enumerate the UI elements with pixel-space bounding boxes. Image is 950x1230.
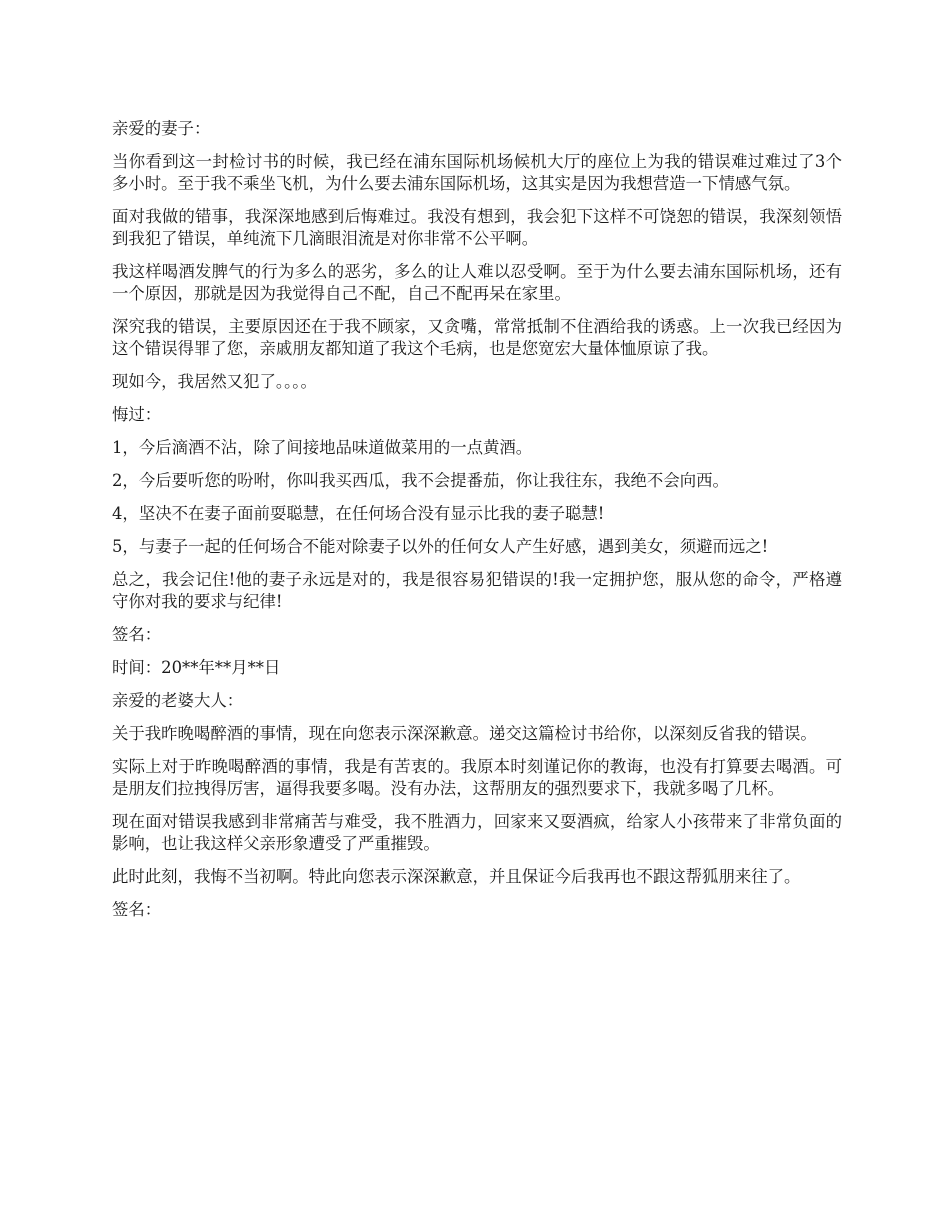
paragraph: 深究我的错误，主要原因还在于我不顾家，又贪嘴，常常抵制不住酒给我的诱惑。上一次我已经因为这个错误得罪了您，亲戚朋友都知道了我这个毛病，也是您宽宏大量体恤原谅了我。	[112, 317, 842, 358]
list-item: 2，今后要听您的吩咐，你叫我买西瓜，我不会提番茄，你让我往东，我绝不会向西。	[112, 471, 729, 490]
paragraph: 现如今，我居然又犯了。。。。	[112, 372, 317, 391]
paragraph: 我这样喝酒发脾气的行为多么的恶劣，多么的让人难以忍受啊。至于为什么要去浦东国际机场，还有一个原因，那就是因为我觉得自己不配，自己不配再呆在家里。	[112, 262, 842, 303]
signature-line: 签名：	[112, 900, 162, 919]
repent-heading: 悔过：	[112, 405, 162, 424]
list-item: 4，坚决不在妻子面前耍聪慧，在任何场合没有显示比我的妻子聪慧!	[112, 504, 605, 523]
paragraph: 关于我昨晚喝醉酒的事情，现在向您表示深深歉意。递交这篇检讨书给你，以深刻反省我的错误。	[112, 724, 817, 743]
document-page	[112, 118, 842, 932]
list-item: 1，今后滴酒不沾，除了间接地品味道做菜用的一点黄酒。	[112, 438, 533, 457]
paragraph: 当你看到这一封检讨书的时候，我已经在浦东国际机场候机大厅的座位上为我的错误难过难过了3个多小时。至于我不乘坐飞机，为什么要去浦东国际机场，这其实是因为我想营造一下情感气氛。	[112, 152, 842, 193]
list-item: 5，与妻子一起的任何场合不能对除妻子以外的任何女人产生好感，遇到美女，须避而远之!	[112, 537, 769, 556]
time-line: 时间：20**年**月**日	[112, 658, 281, 677]
paragraph: 此时此刻，我悔不当初啊。特此向您表示深深歉意，并且保证今后我再也不跟这帮狐朋来往了。	[112, 867, 801, 886]
paragraph: 实际上对于昨晚喝醉酒的事情，我是有苦衷的。我原本时刻谨记你的教诲，也没有打算要去喝酒。可是朋友们拉拽得厉害，逼得我要多喝。没有办法，这帮朋友的强烈要求下，我就多喝了几杯。	[112, 757, 842, 798]
paragraph: 现在面对错误我感到非常痛苦与难受，我不胜酒力，回家来又耍酒疯，给家人小孩带来了非常负面的影响，也让我这样父亲形象遭受了严重摧毁。	[112, 812, 842, 853]
signature-line: 签名：	[112, 625, 162, 644]
conclusion-paragraph: 总之，我会记住!他的妻子永远是对的，我是很容易犯错误的!我一定拥护您，服从您的命令，严格遵守你对我的要求与纪律!	[112, 570, 842, 611]
salutation-wife-honorific: 亲爱的老婆大人：	[112, 691, 244, 710]
paragraph: 面对我做的错事，我深深地感到后悔难过。我没有想到，我会犯下这样不可饶恕的错误，我深刻领悟到我犯了错误，单纯流下几滴眼泪流是对你非常不公平啊。	[112, 207, 842, 248]
salutation-wife: 亲爱的妻子：	[112, 119, 211, 138]
